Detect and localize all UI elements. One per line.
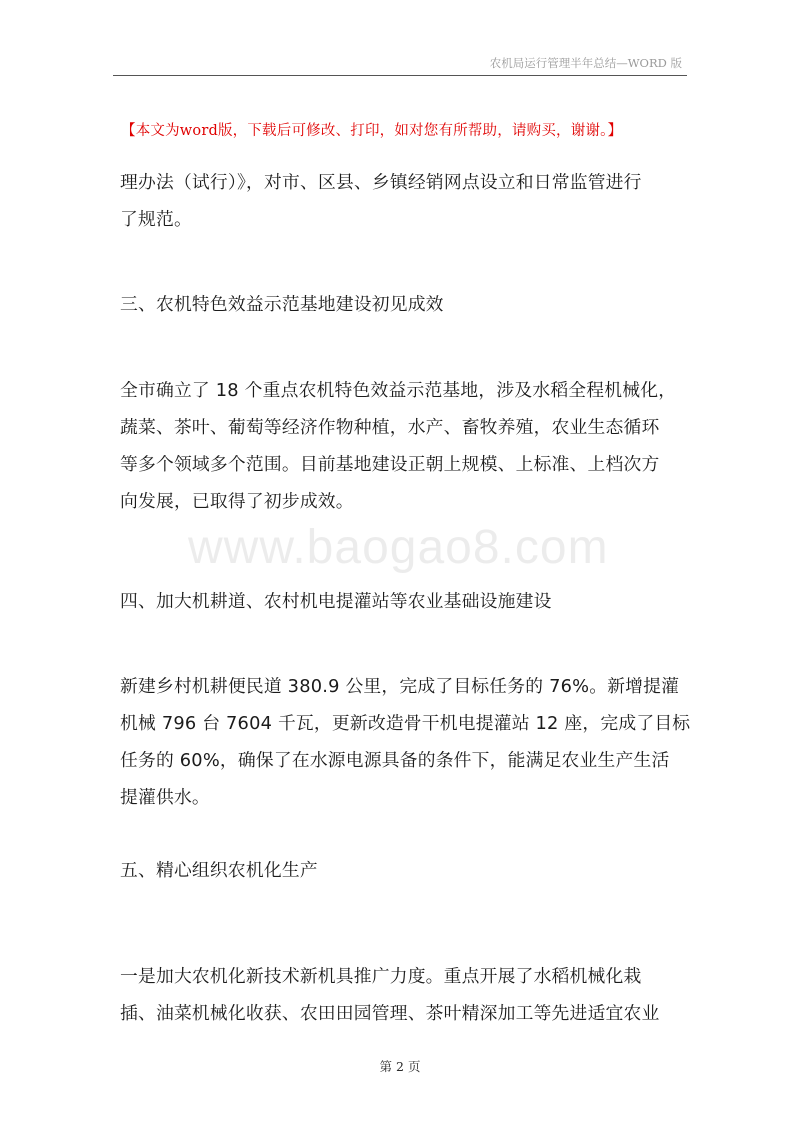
paragraph-demo-bases xyxy=(120,372,690,520)
text-line: 插、油菜机械化收获、农田田园管理、茶叶精深加工等先进适宜农业 xyxy=(120,1003,660,1024)
paragraph-infrastructure xyxy=(120,668,690,816)
text-line: 了规范。 xyxy=(120,209,192,230)
text-line: 理办法（试行）》，对市、区县、乡镇经销网点设立和日常监管进行 xyxy=(120,172,642,193)
text-line: 蔬菜、茶叶、葡萄等经济作物种植，水产、畜牧养殖，农业生态循环 xyxy=(120,417,660,438)
section-heading-4: 四、加大机耕道、农村机电提灌站等农业基础设施建设 xyxy=(120,591,552,612)
text-line: 新建乡村机耕便民道 380.9 公里，完成了目标任务的 76%。新增提灌 xyxy=(120,676,680,697)
running-header-title: 农机局运行管理半年总结—WORD 版 xyxy=(489,56,682,70)
paragraph-management-rules xyxy=(120,164,690,238)
text-line: 机械 796 台 7604 千瓦，更新改造骨干机电提灌站 12 座，完成了目标 xyxy=(120,713,691,734)
header-divider xyxy=(113,75,687,76)
section-heading-5: 五、精心组织农机化生产 xyxy=(120,860,318,881)
site-watermark: www.baogao8.com xyxy=(188,521,609,574)
purchase-notice: 【本文为word版，下载后可修改、打印，如对您有所帮助，请购买，谢谢。】 xyxy=(121,123,623,139)
paragraph-new-technology xyxy=(120,958,690,1032)
text-line: 向发展，已取得了初步成效。 xyxy=(120,491,354,512)
text-line: 等多个领域多个范围。目前基地建设正朝上规模、上标准、上档次方 xyxy=(120,454,660,475)
text-line: 全市确立了 18 个重点农机特色效益示范基地，涉及水稻全程机械化， xyxy=(120,380,677,401)
text-line: 任务的 60%，确保了在水源电源具备的条件下，能满足农业生产生活 xyxy=(120,750,670,771)
text-line: 提灌供水。 xyxy=(120,787,210,808)
section-heading-3: 三、农机特色效益示范基地建设初见成效 xyxy=(120,294,444,315)
text-line: 一是加大农机化新技术新机具推广力度。重点开展了水稻机械化栽 xyxy=(120,966,642,987)
page-number: 第 2 页 xyxy=(379,1059,421,1074)
